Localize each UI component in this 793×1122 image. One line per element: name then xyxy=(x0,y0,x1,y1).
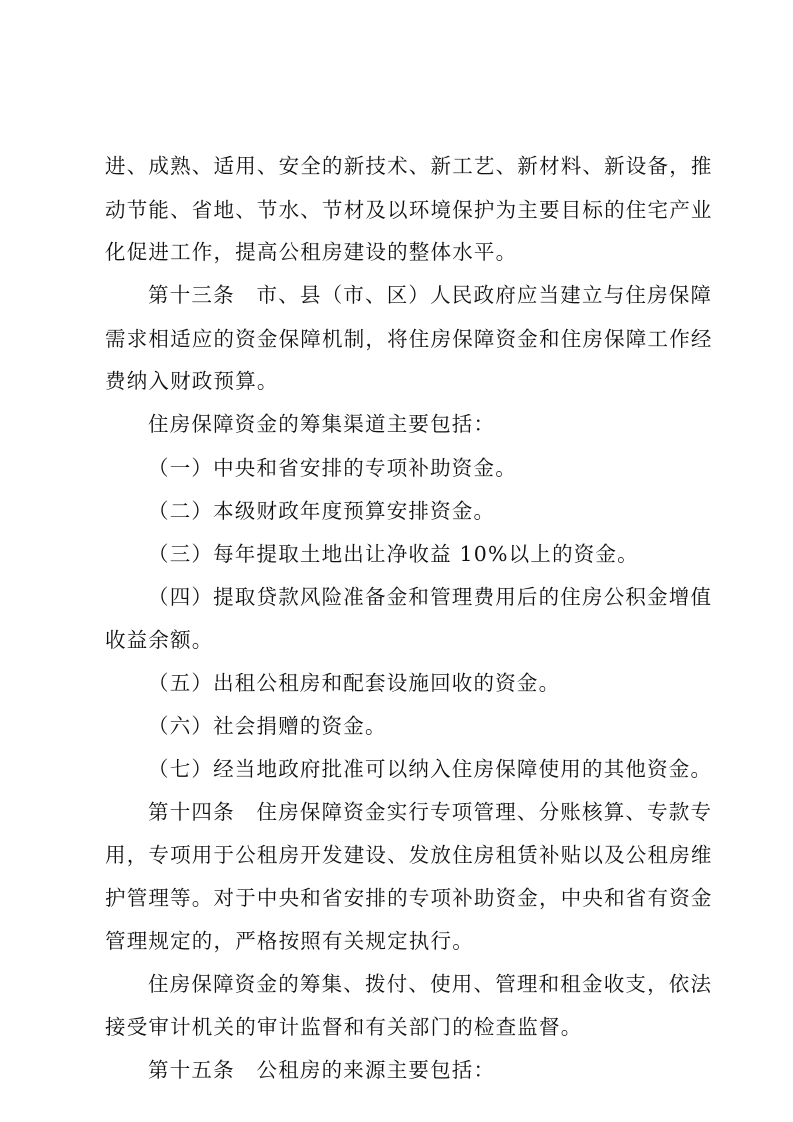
paragraph-line: 用，专项用于公租房开发建设、发放住房租赁补贴以及公租房维 xyxy=(105,843,713,867)
paragraph-line: 管理规定的，严格按照有关规定执行。 xyxy=(105,929,474,953)
paragraph-line: 费纳入财政预算。 xyxy=(105,369,279,393)
list-item: （六）社会捐赠的资金。 xyxy=(148,714,387,738)
paragraph-line: 动节能、省地、节水、节材及以环境保护为主要目标的住宅产业 xyxy=(105,198,713,222)
paragraph-line: 护管理等。对于中央和省安排的专项补助资金，中央和省有资金 xyxy=(105,886,713,910)
list-item-continuation: 收益余额。 xyxy=(105,628,214,652)
paragraph-line: 接受审计机关的审计监督和有关部门的检查监督。 xyxy=(105,1015,583,1039)
article-15-heading-line: 第十五条 公租房的来源主要包括： xyxy=(148,1058,496,1082)
list-item: （三）每年提取土地出让净收益 10%以上的资金。 xyxy=(148,542,639,566)
list-item: （四）提取贷款风险准备金和管理费用后的住房公积金增值 xyxy=(148,585,713,609)
paragraph-line: 化促进工作，提高公租房建设的整体水平。 xyxy=(105,240,518,264)
paragraph-line: 住房保障资金的筹集渠道主要包括： xyxy=(148,412,496,436)
article-14-heading-line: 第十四条 住房保障资金实行专项管理、分账核算、专款专 xyxy=(148,800,713,824)
paragraph-line: 进、成熟、适用、安全的新技术、新工艺、新材料、新设备，推 xyxy=(105,154,713,178)
paragraph-line: 住房保障资金的筹集、拨付、使用、管理和租金收支，依法 xyxy=(148,972,713,996)
article-13-heading-line: 第十三条 市、县（市、区）人民政府应当建立与住房保障 xyxy=(148,283,713,307)
list-item: （二）本级财政年度预算安排资金。 xyxy=(148,499,496,523)
paragraph-line: 需求相适应的资金保障机制，将住房保障资金和住房保障工作经 xyxy=(105,327,713,351)
list-item: （七）经当地政府批准可以纳入住房保障使用的其他资金。 xyxy=(148,757,713,781)
list-item: （一）中央和省安排的专项补助资金。 xyxy=(148,456,517,480)
list-item: （五）出租公租房和配套设施回收的资金。 xyxy=(148,671,561,695)
